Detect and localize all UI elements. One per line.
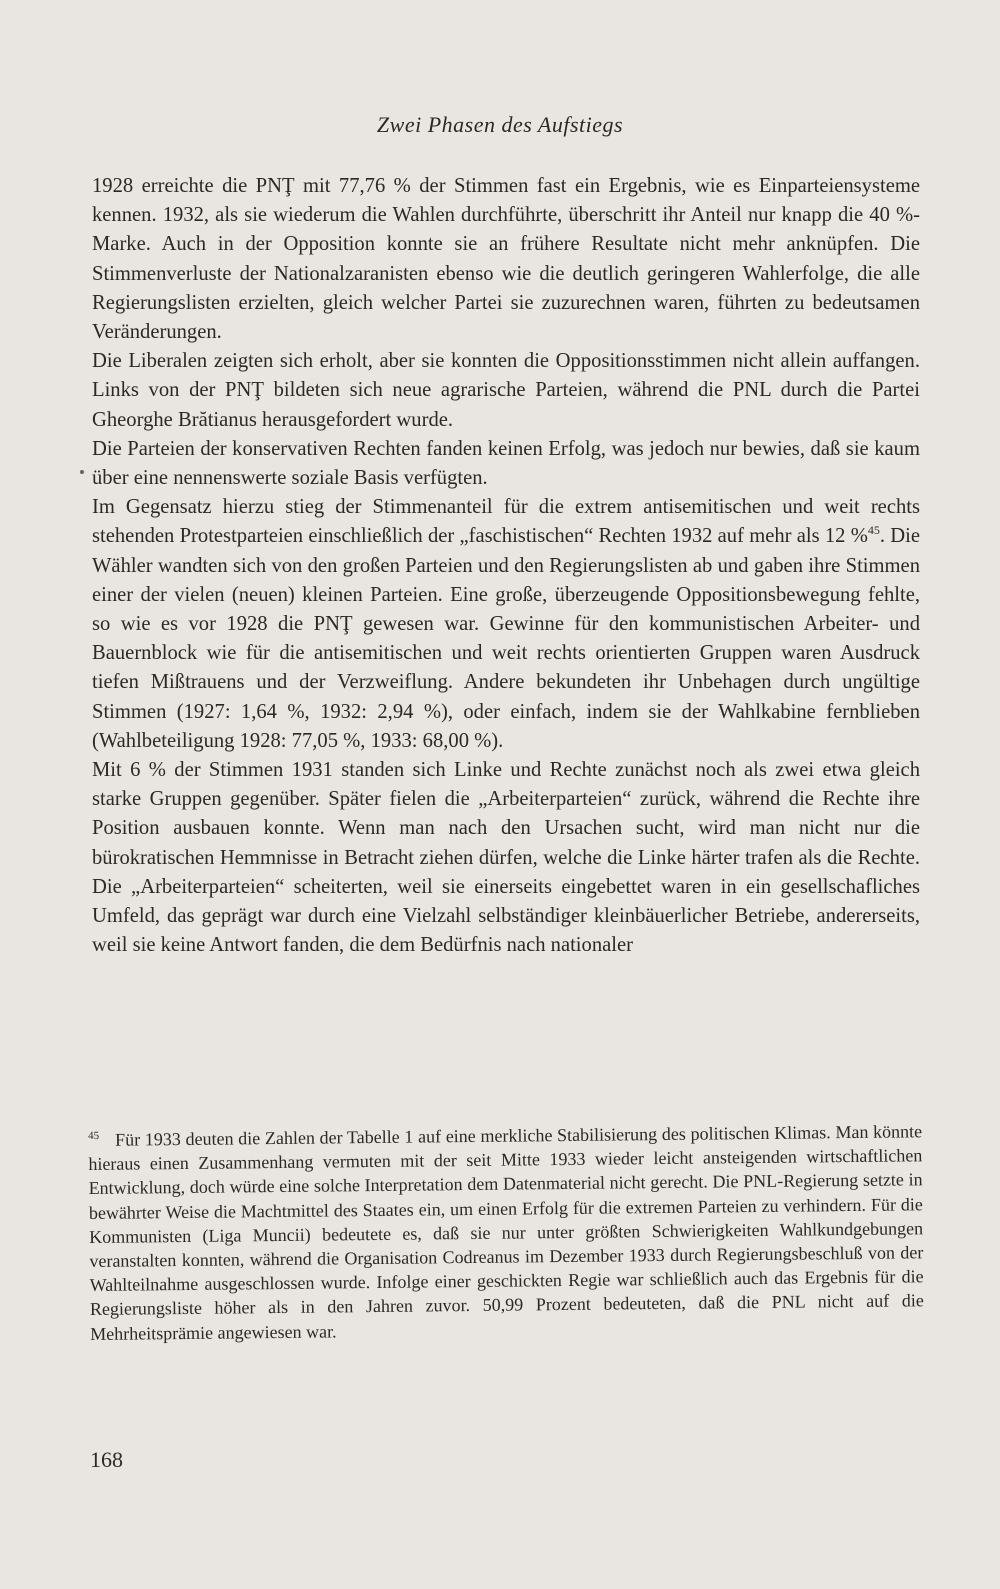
paragraph: Die Parteien der konservativen Rechten fanden keinen Erfolg, was jedoch nur bewies, daß sie kaum über eine nennenswerte soziale Basis verfügten. (92, 437, 920, 490)
margin-speck (80, 470, 84, 474)
footnote-body: Für 1933 deuten die Zahlen der Tabelle 1 auf eine merkliche Stabilisierung des politischen Klimas. Man könnte hieraus einen Zusammenhang vermuten mit der seit Mitte 1933 wieder leicht ansteigenden wirtschaftlichen Entwicklung, doch würde eine solche Interpretation dem Datenmaterial nicht gerecht. Die PNL-Regierung setzte in bewährter Weise die Machtmittel des Staates ein, um einen Erfolg für die extremen Parteien zu verhindern. Für die Kommunisten (Liga Muncii) bedeutete es, daß sie nur unter größten Schwierigkeiten Wahlkundgebungen veranstalten konnten, während die Organisation Codreanus im Dezember 1933 durch Regierungsbeschluß von der Wahlteilnahme ausgeschlossen wurde. Infolge einer geschickten Regie war schließlich auch das Ergebnis für die Regierungsliste höher als in den Jahren zuvor. 50,99 Prozent bedeuteten, daß die PNL nicht auf die Mehrheitsprämie angewiesen war. (88, 1121, 924, 1344)
paragraph (92, 493, 920, 756)
running-head: Zwei Phasen des Aufstiegs (376, 112, 624, 137)
body-text (92, 172, 920, 960)
paragraph-text: Im Gegensatz hierzu stieg der Stimmenanteil für die extrem antisemitischen und weit rechts stehenden Protestparteien einschließlich der „faschistischen“ Rechten 1932 auf mehr als 12 % (92, 496, 920, 548)
page-number: 168 (90, 1447, 123, 1472)
paragraph: Die Liberalen zeigten sich erholt, aber sie konnten die Oppositionsstimmen nicht allein auffangen. Links von der PNŢ bildeten sich neue agrarische Parteien, während die PNL durch die Partei Gheorghe Brătianus herausgefordert wurde. (92, 350, 920, 431)
paragraph: 1928 erreichte die PNŢ mit 77,76 % der Stimmen fast ein Ergebnis, wie es Einparteiensysteme kennen. 1932, als sie wiederum die Wahlen durchführte, überschritt ihr Anteil nur knapp die 40 %-Marke. Auch in der Opposition konnte sie an frühere Resultate nicht mehr anknüpfen. Die Stimmenverluste der Nationalzaranisten ebenso wie die deutlich geringeren Wahlerfolge, die alle Regierungslisten erzielten, gleich welcher Partei sie zuzurechnen waren, führten zu bedeutsamen Veränderungen. (92, 175, 920, 344)
footnote-reference: 45 (867, 523, 880, 538)
paragraph-text: . Die Wähler wandten sich von den großen Parteien und den Regierungslisten ab und gaben ihre Stimmen einer der vielen (neuen) kleinen Parteien. Eine große, überzeugende Oppositionsbewegung fehlte, so wie es vor 1928 die PNŢ gewesen war. Gewinne für den kommunistischen Arbeiter- und Bauernblock wie für die antisemitischen und weit rechts orientierten Gruppen waren Ausdruck tiefen Mißtrauens und der Verzweiflung. Andere bekundeten ihr Unbehagen durch ungültige Stimmen (1927: 1,64 %, 1932: 2,94 %), oder einfach, indem sie der Wahlkabine fernblieben (Wahlbeteiligung 1928: 77,05 %, 1933: 68,00 %). (92, 525, 920, 752)
paragraph: Mit 6 % der Stimmen 1931 standen sich Linke und Rechte zunächst noch als zwei etwa gleich starke Gruppen gegenüber. Später fielen die „Arbeiterparteien“ zurück, während die Rechte ihre Position ausbauen konnte. Wenn man nach den Ursachen sucht, wird man nicht nur die bürokratischen Hemmnisse in Betracht ziehen dürfen, welche die Linke härter trafen als die Rechte. Die „Arbeiterparteien“ scheiterten, weil sie einerseits eingebettet waren in ein gesellschafliches Umfeld, das geprägt war durch eine Vielzahl selbständiger kleinbäuerlicher Betriebe, andererseits, weil sie keine Antwort fanden, die dem Bedürfnis nach nationaler (92, 759, 920, 957)
footnote-number: 45 (88, 1129, 100, 1142)
footnote (88, 1119, 924, 1346)
footnote-text (88, 1119, 924, 1346)
